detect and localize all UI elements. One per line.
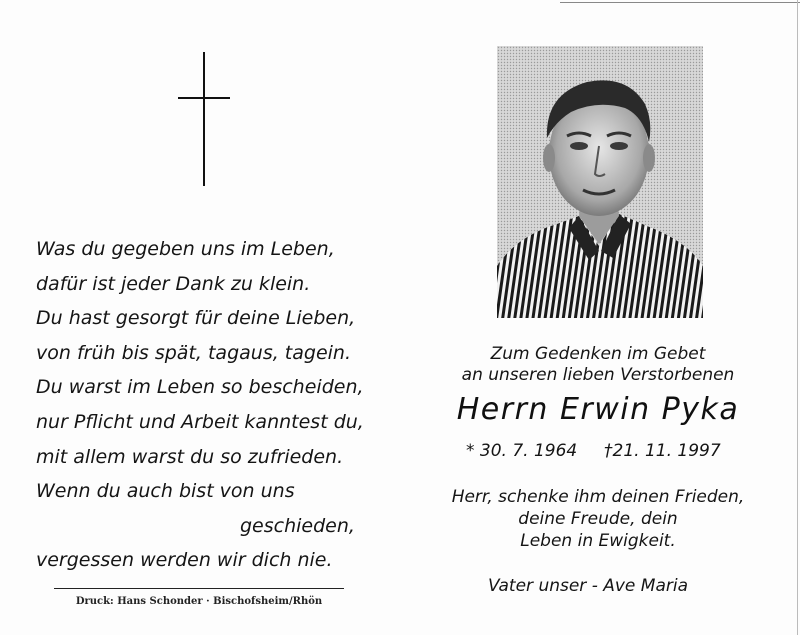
poem-line: von früh bis spät, tagaus, tagein. — [36, 341, 352, 364]
cross-vertical-bar — [203, 52, 205, 186]
blessing-line: deine Freude, dein — [518, 509, 678, 529]
poem-line: Du hast gesorgt für deine Lieben, — [36, 307, 356, 330]
death-date: †21. 11. 1997 — [604, 441, 721, 461]
blessing-line: Herr, schenke ihm deinen Frieden, — [451, 487, 745, 507]
poem — [36, 232, 376, 578]
cross-icon — [178, 52, 230, 186]
portrait-photo — [497, 46, 703, 318]
cross-horizontal-bar — [178, 97, 230, 99]
poem-line: Du warst im Leben so bescheiden, — [36, 376, 364, 399]
poem-line: vergessen werden wir dich nie. — [36, 549, 333, 572]
memorial-intro — [440, 344, 756, 386]
birth-date: * 30. 7. 1964 — [466, 441, 578, 461]
poem-line: nur Pflicht und Arbeit kanntest du, — [36, 410, 364, 433]
blessing — [440, 486, 756, 552]
printer-credit: Druck: Hans Schonder · Bischofsheim/Rhön — [75, 596, 323, 607]
printer-divider — [54, 588, 344, 589]
poem-line: mit allem warst du so zufrieden. — [36, 445, 344, 468]
card-edge-right — [797, 0, 798, 635]
memorial-intro-line: an unseren lieben Verstorbenen — [461, 365, 735, 385]
prayer-line: Vater unser - Ave Maria — [487, 576, 689, 596]
poem-line: Wenn du auch bist von uns — [36, 480, 295, 503]
memorial-intro-line: Zum Gedenken im Gebet — [490, 344, 706, 364]
poem-line: dafür ist jeder Dank zu klein. — [36, 272, 311, 295]
card-edge-top — [560, 2, 800, 3]
poem-line: Was du gegeben uns im Leben, — [36, 238, 335, 260]
deceased-name: Herrn Erwin Pyka — [456, 392, 740, 427]
poem-line: geschieden, — [240, 514, 355, 537]
blessing-line: Leben in Ewigkeit. — [520, 531, 676, 551]
